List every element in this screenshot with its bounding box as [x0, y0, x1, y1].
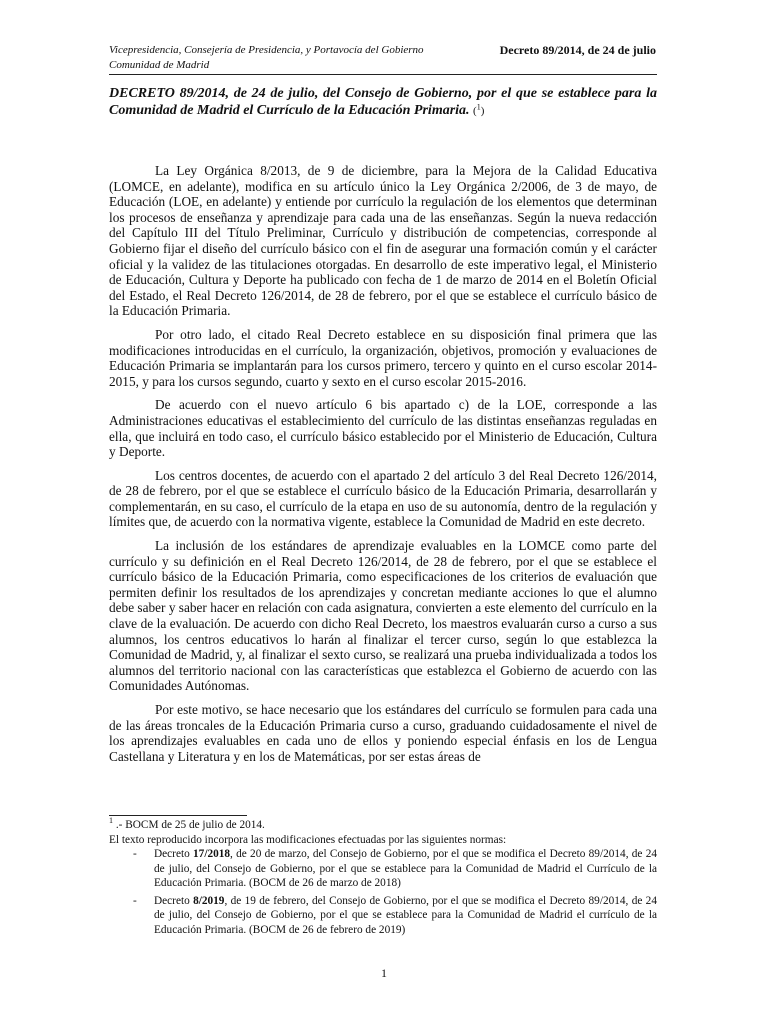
amendment-item — [109, 847, 657, 891]
header-organization — [109, 43, 424, 73]
amendment-post: , de 20 de marzo, del Consejo de Gobierno, por el que se modifica el Decreto 89/2014, de 24 de julio, del Consejo de Gobierno, por el que se establece para la Comunidad de Madrid el Currículo de la Educación Primaria. (BOCM de 26 de marzo de 2018) — [154, 848, 657, 889]
document-body — [109, 163, 657, 772]
body-paragraph-6: Por este motivo, se hace necesario que los estándares del currículo se formulen para cada una de las áreas troncales de la Educación Primaria curso a curso, graduando cuidadosamente el nivel de los aprendizajes evaluables en cada uno de ellos y poniendo especial énfasis en los de Lengua Castellana y Literatura y en los de Matemáticas, por ser estas áreas de — [109, 702, 657, 764]
amendment-number: 17/2018 — [193, 848, 231, 860]
footnote-divider — [109, 815, 247, 816]
title-footnote-ref[interactable] — [473, 102, 485, 117]
title-note-close: ) — [480, 105, 485, 117]
amendment-dash: - — [133, 848, 137, 860]
body-paragraph-2: Por otro lado, el citado Real Decreto establece en su disposición final primera que las modificaciones introducidas en el currículo, la organización, objetivos, promoción y evaluaciones de Educación Primaria se implantarán para los cursos primero, tercero y quinto en el curso escolar 2014-2015, y para los cursos segundo, cuarto y sexto en el curso escolar 2015-2016. — [109, 326, 657, 389]
title-note-mark: 1 — [476, 102, 481, 112]
footnote-mark: 1 — [109, 816, 113, 826]
amendment-number: 8/2019 — [193, 894, 225, 907]
body-paragraph-5: La inclusión de los estándares de aprendizaje evaluables en la LOMCE como parte del currículo y su definición en el Real Decreto 126/2014, de 28 de febrero, por el que se establece el currículo básico de la Educación Primaria, como especificaciones de los criterios de evaluación que permiten definir los resultados de los aprendizajes y concretan mediante acciones lo que el alumno debe saber y saber hacer en relación con cada asignatura, convierten a este elemento del currículo en la clave de la evaluación. De acuerdo con dicho Real Decreto, los maestros evaluarán curso a curso a sus alumnos, los centros educativos lo harán al finalizar el tercer curso, según lo que establezca la Comunidad de Madrid, y, al finalizar el sexto curso, se realizará una prueba individualizada a todos los alumnos del territorio nacional con las características que establezca el Gobierno de acuerdo con las Comunidades Autónomas. — [109, 538, 657, 694]
header-org-line1: Vicepresidencia, Consejería de Presidencia, y Portavocía del Gobierno — [109, 44, 424, 56]
header-org-line2: Comunidad de Madrid — [109, 59, 210, 71]
amendment-pre: Decreto — [154, 848, 194, 860]
footnote-intro: El texto reproducido incorpora las modificaciones efectuadas por las siguientes normas: — [109, 833, 507, 846]
title-note-open: ( — [473, 105, 477, 117]
body-paragraph-3: De acuerdo con el nuevo artículo 6 bis apartado c) de la LOE, corresponde a las Administraciones educativas el establecimiento del currículo de las distintas enseñanzas reguladas en ella, que incluirá en todo caso, el currículo básico establecido por el Ministerio de Educación, Cultura y Deporte. — [109, 397, 657, 460]
header-decree-ref: Decreto 89/2014, de 24 de julio — [499, 43, 656, 57]
amendment-item — [109, 894, 657, 938]
body-paragraph-4: Los centros docentes, de acuerdo con el apartado 2 del artículo 3 del Real Decreto 126/2014, de 28 de febrero, por el que se establece el currículo básico de la Educación Primaria, desarrollarán y complementarán, en su caso, el currículo de la etapa en uso de su autonomía, dentro de la regulación y límites que, de acuerdo con la normativa vigente, establece la Comunidad de Madrid en este decreto. — [109, 467, 657, 530]
footnote-source-text: .- BOCM de 25 de julio de 2014. — [113, 819, 265, 831]
amendment-dash: - — [133, 894, 137, 907]
amendment-text — [154, 847, 657, 891]
body-paragraph-1: La Ley Orgánica 8/2013, de 9 de diciembre, para la Mejora de la Calidad Educativa (LOMCE, en adelante), modifica en su artículo único la Ley Orgánica 2/2006, de 3 de mayo, de Educación (LOE, en adelante) y entiende por currículo la regulación de los elementos que determinan los procesos de enseñanza y aprendizaje para cada una de las enseñanzas. Según la nueva redacción del Capítulo III del Título Preliminar, Currículo y distribución de competencias, corresponde al Gobierno fijar el diseño del currículo básico con el fin de asegurar una formación común y el carácter oficial y la validez de las titulaciones otorgadas. En desarrollo de este imperativo legal, el Ministerio de Educación, Cultura y Deporte ha publicado con fecha de 1 de marzo de 2014 en el Boletín Oficial del Estado, el Real Decreto 126/2014, de 28 de febrero, por el que se establece el currículo básico de la Educación Primaria. — [109, 163, 657, 319]
document-title — [109, 85, 657, 120]
amendment-post: , de 19 de febrero, del Consejo de Gobierno, por el que se modifica el Decreto 89/2014, de 24 de julio, del Consejo de Gobierno, por el que se establece para la Comunidad de Madrid el currículo de la Educación Primaria. (BOCM de 26 de febrero de 2019) — [154, 894, 657, 936]
footnote — [109, 818, 657, 940]
amendment-text — [154, 894, 657, 938]
amendment-pre: Decreto — [154, 894, 194, 907]
footnote-source — [109, 818, 657, 833]
page-number: 1 — [381, 966, 387, 980]
title-text: DECRETO 89/2014, de 24 de julio, del Consejo de Gobierno, por el que se establece para la Comunidad de Madrid el Currículo de la Educación Primaria. — [109, 86, 657, 118]
header-divider — [109, 74, 657, 75]
